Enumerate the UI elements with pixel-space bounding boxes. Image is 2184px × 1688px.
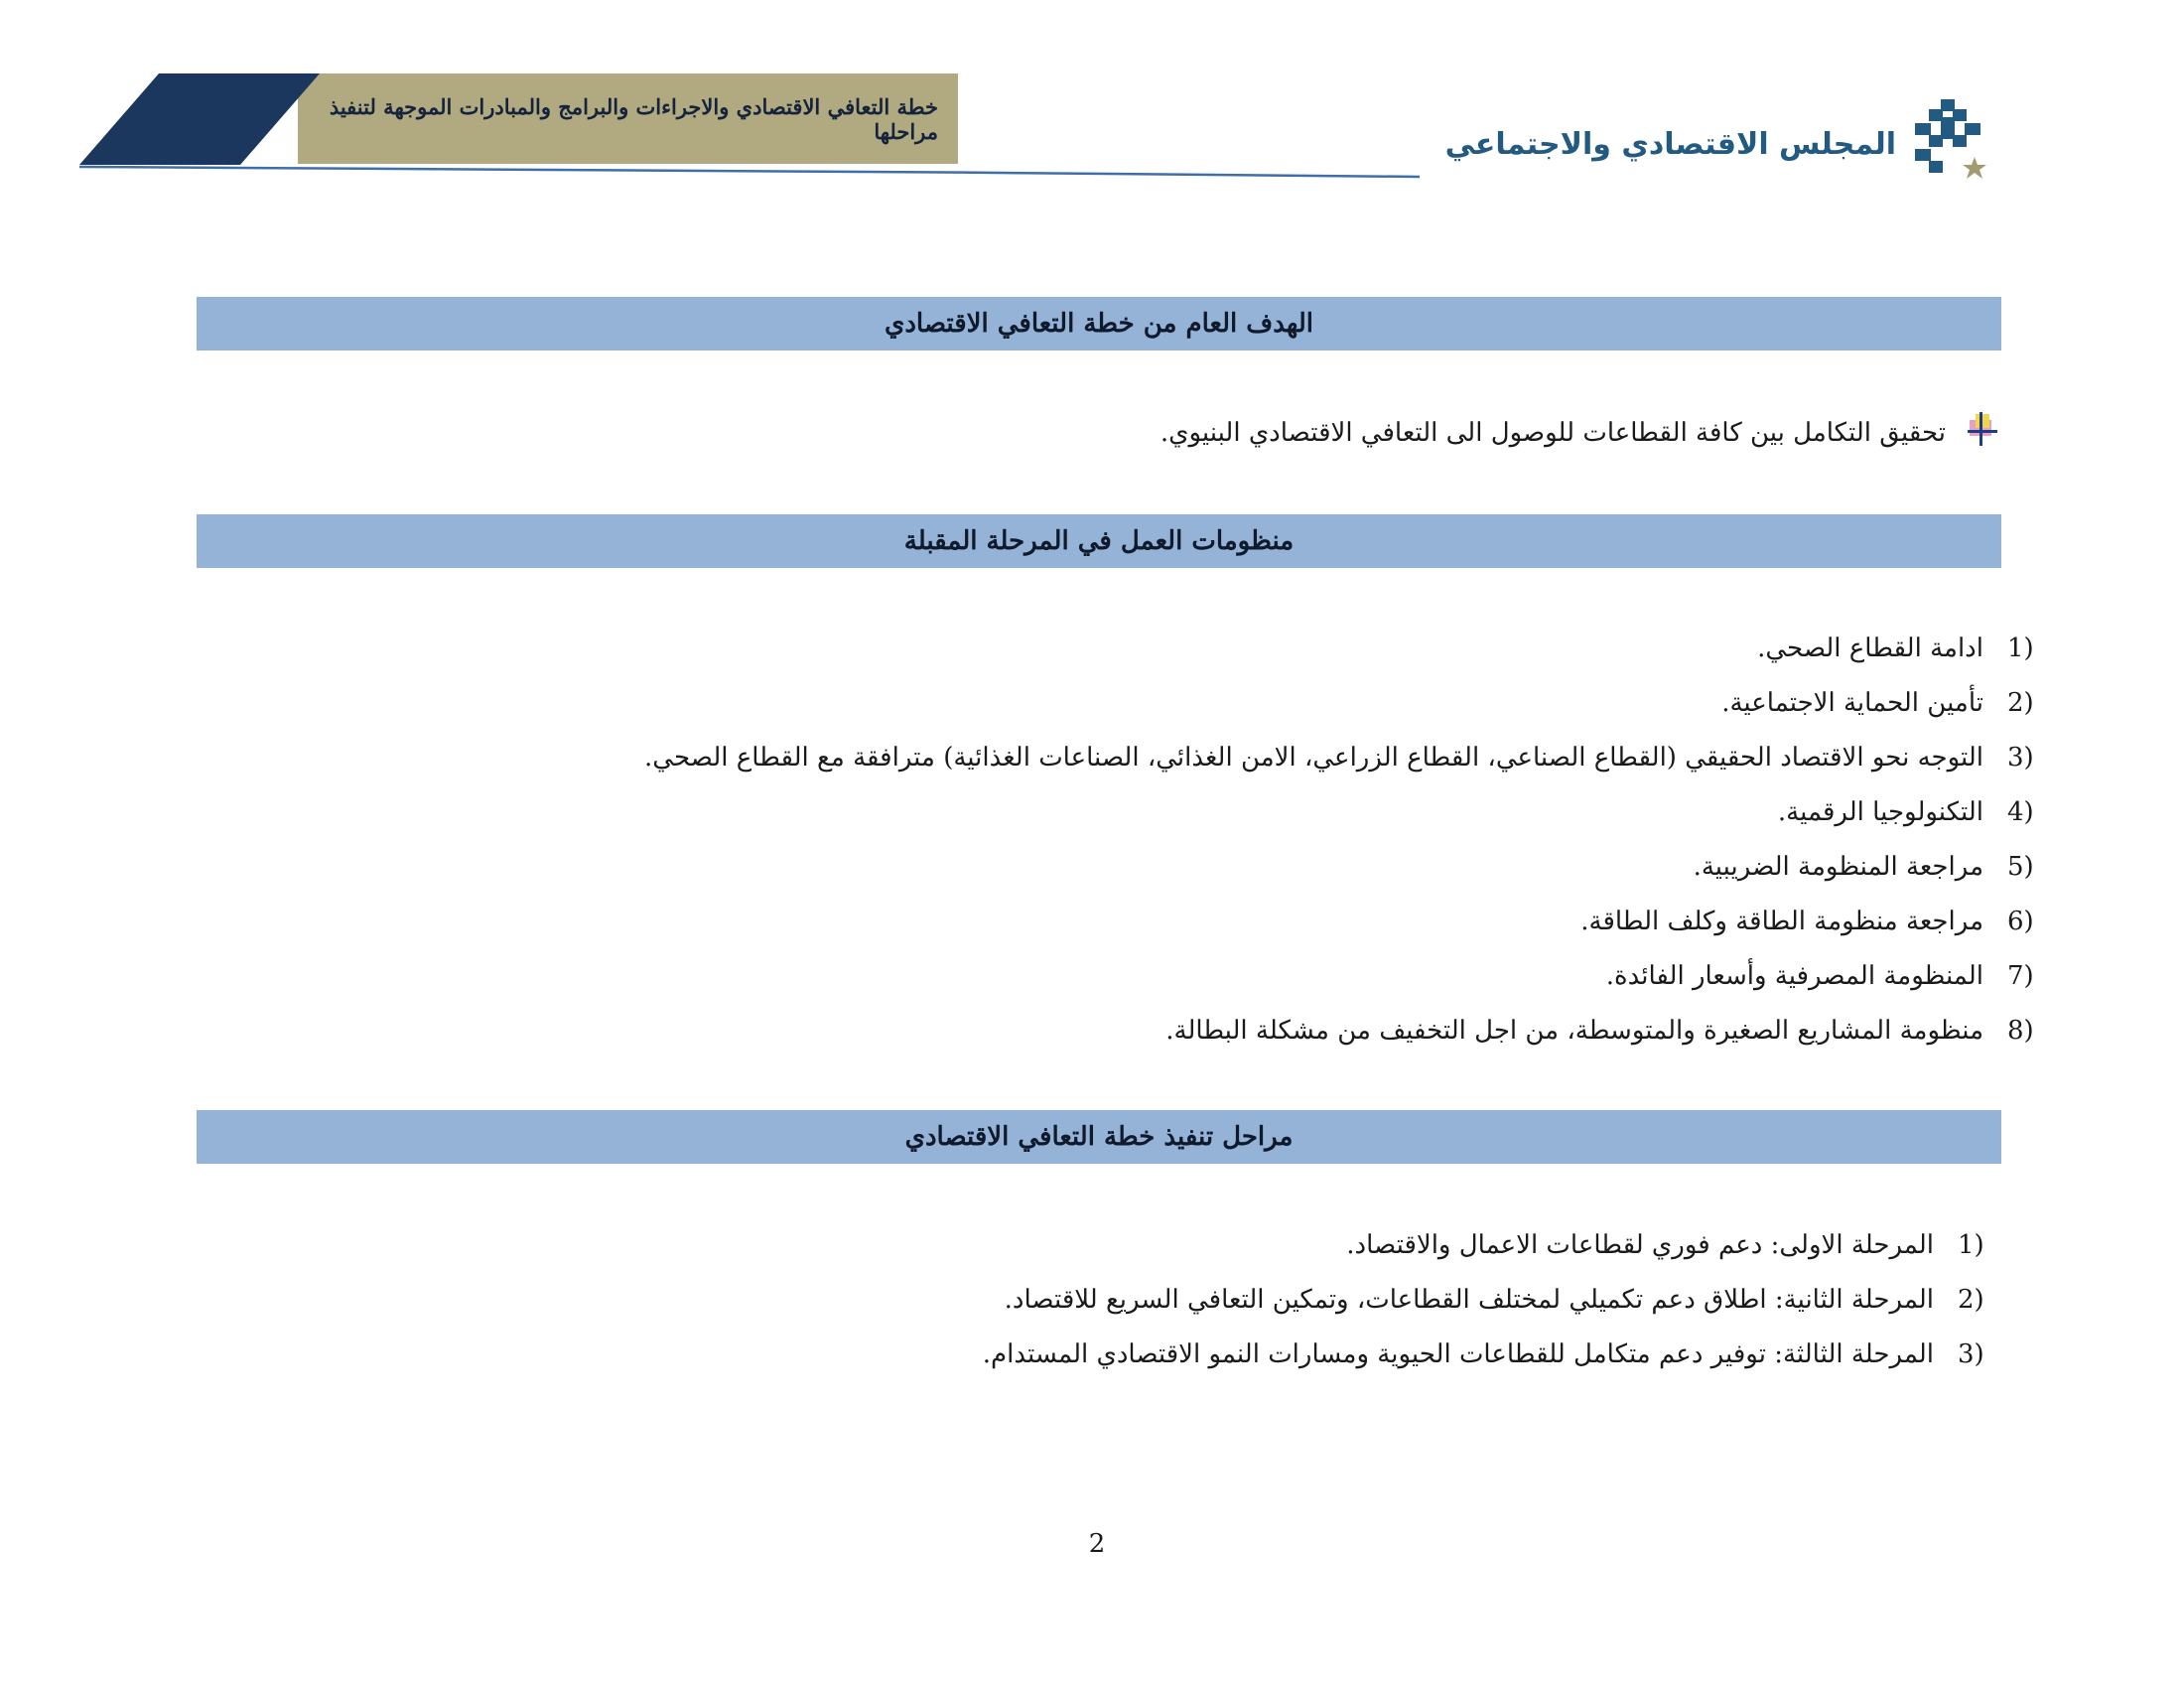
list-number: 6): [2007, 907, 2034, 936]
list-text: التكنولوجيا الرقمية.: [1777, 797, 1983, 827]
list-item: [496, 1331, 1997, 1378]
list-item: [496, 898, 2047, 945]
list-item: [496, 1007, 2047, 1055]
list-number: 3): [1958, 1339, 1984, 1369]
header-banner-accent: [79, 73, 320, 165]
list-text: ادامة القطاع الصحي.: [1757, 633, 1983, 663]
list-text: منظومة المشاريع الصغيرة والمتوسطة، من اجل التخفيف من مشكلة البطالة.: [1165, 1016, 1983, 1046]
header-rule: [79, 165, 1420, 181]
section-header-phases: مراحل تنفيذ خطة التعافي الاقتصادي: [197, 1110, 2001, 1164]
list-number: 3): [2007, 743, 2034, 773]
list-number: 7): [2007, 961, 2034, 991]
list-text: المنظومة المصرفية وأسعار الفائدة.: [1605, 961, 1983, 991]
list-text: المرحلة الثالثة: توفير دعم متكامل للقطاعات الحيوية ومسارات النمو الاقتصادي المستدام.: [982, 1339, 1934, 1369]
council-logo-icon: [1911, 95, 1992, 185]
list-number: 1): [2007, 633, 2034, 663]
list-number: 1): [1958, 1230, 1984, 1260]
list-item: [496, 788, 2047, 836]
list-number: 5): [2007, 852, 2034, 882]
list-number: 2): [1958, 1285, 1984, 1315]
list-number: 8): [2007, 1016, 2034, 1046]
list-text: التوجه نحو الاقتصاد الحقيقي (القطاع الصناعي، القطاع الزراعي، الامن الغذائي، الصناعات الغذائية) مترافقة مع القطاع الصحي.: [644, 743, 1983, 773]
council-logo-text: المجلس الاقتصادي والاجتماعي: [1444, 127, 1896, 162]
header-banner-title: خطة التعافي الاقتصادي والاجراءات والبرامج والمبادرات الموجهة لتنفيذ مراحلها: [329, 93, 938, 144]
page-number: 2: [1088, 1529, 1106, 1559]
section-header-goal: الهدف العام من خطة التعافي الاقتصادي: [197, 297, 2001, 351]
list-item: [496, 679, 2047, 727]
list-item: [496, 625, 2047, 672]
list-number: 4): [2007, 797, 2034, 827]
list-item: [496, 843, 2047, 891]
list-text: مراجعة المنظومة الضريبية.: [1693, 852, 1983, 882]
goal-bullet-text: تحقيق التكامل بين كافة القطاعات للوصول الى التعافي الاقتصادي البنيوي.: [1160, 418, 1946, 448]
bullet-icon: [1968, 412, 1997, 446]
list-text: تأمين الحماية الاجتماعية.: [1721, 688, 1983, 718]
list-item: [496, 1276, 1997, 1324]
list-text: المرحلة الاولى: دعم فوري لقطاعات الاعمال والاقتصاد.: [1346, 1230, 1934, 1260]
section-header-systems: منظومات العمل في المرحلة المقبلة: [197, 514, 2001, 568]
list-number: 2): [2007, 688, 2034, 718]
list-item: [496, 952, 2047, 1000]
list-text: مراجعة منظومة الطاقة وكلف الطاقة.: [1580, 907, 1983, 936]
list-text: المرحلة الثانية: اطلاق دعم تكميلي لمختلف القطاعات، وتمكين التعافي السريع للاقتصاد.: [1004, 1285, 1934, 1315]
list-item: [496, 734, 2047, 781]
list-item: [496, 1221, 1997, 1269]
